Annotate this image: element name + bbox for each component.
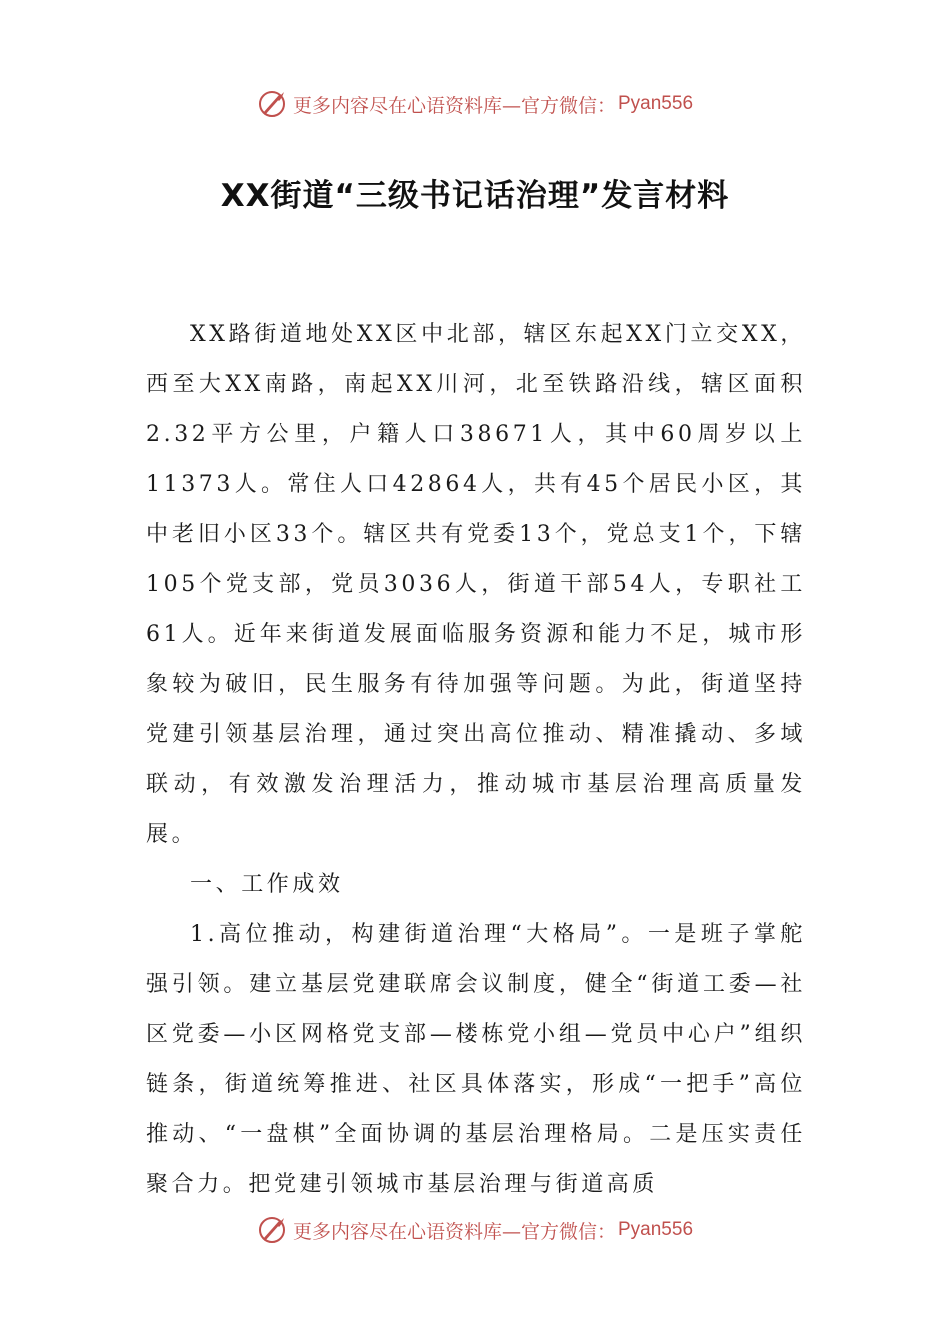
pen-quill-logo-icon	[257, 1215, 287, 1245]
header-watermark	[0, 84, 950, 124]
paragraph-intro: XX路街道地处XX区中北部，辖区东起XX门立交XX，西至大XX南路，南起XX川河，北至铁路沿线，辖区面积2.32平方公里，户籍人口38671人，其中60周岁以上11373人。常住人口42864人，共有45个居民小区，其中老旧小区33个。辖区共有党委13个，党总支1个，下辖105个党支部，党员3036人，街道干部54人，专职社工61人。近年来街道发展面临服务资源和能力不足，城市形象较为破旧，民生服务有待加强等问题。为此，街道坚持党建引领基层治理，通过突出高位推动、精准撬动、多域联动，有效激发治理活力，推动城市基层治理高质量发展。	[146, 322, 806, 847]
pen-quill-logo-icon	[257, 89, 287, 119]
paragraph-point-1: 1.高位推动，构建街道治理“大格局”。一是班子掌舵强引领。建立基层党建联席会议制度，健全“街道工委—社区党委—小区网格党支部—楼栋党小组—党员中心户”组织链条，街道统筹推进、社区具体落实，形成“一把手”高位推动、“一盘棋”全面协调的基层治理格局。二是压实责任聚合力。把党建引领城市基层治理与街道高质	[146, 922, 806, 1197]
watermark-wechat-id: Pyan556	[618, 93, 694, 114]
document-title: XX街道“三级书记话治理”发言材料	[220, 178, 730, 214]
watermark-wechat-id: Pyan556	[618, 1219, 694, 1240]
watermark-text: 更多内容尽在心语资料库—官方微信：	[292, 1220, 616, 1243]
watermark-text: 更多内容尽在心语资料库—官方微信：	[292, 94, 616, 117]
footer-watermark	[0, 1210, 950, 1250]
section-heading: 一、工作成效	[190, 872, 344, 897]
document-body	[146, 310, 806, 1210]
